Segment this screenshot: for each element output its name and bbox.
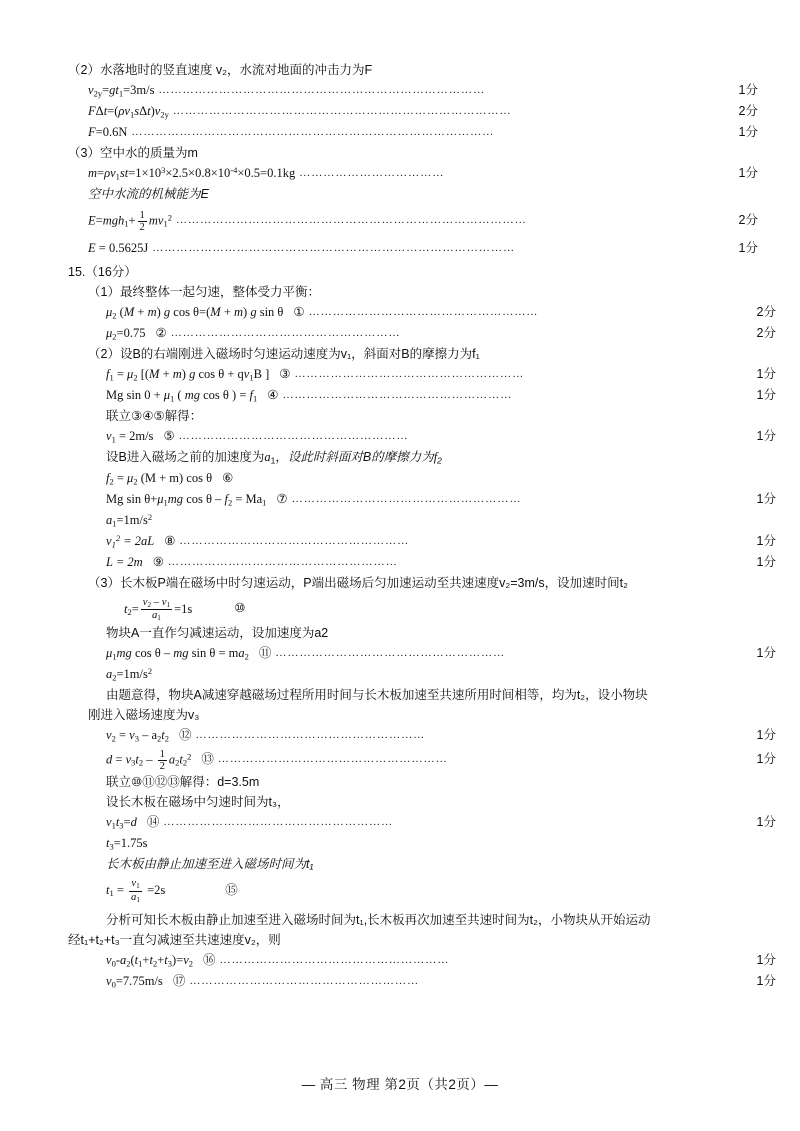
equation-row [88,122,758,143]
score-label: 1分 [738,83,758,97]
dot-leader: ………………………………………………… [308,306,539,319]
equation-row [106,749,776,772]
dot-leader: ……………………………… [299,166,445,179]
equation-number: ⑰ [172,974,186,989]
dot-leader: ………………………………………………… [291,493,522,506]
equation-row [124,597,794,623]
dot-leader: ………………………………………………… [282,389,513,402]
equation-row [88,80,758,101]
equation-text: $v_2 = v_3 - a_2t_2$ [106,727,169,744]
score-label: 1分 [756,815,776,830]
equation-text: F=0.6N [88,124,128,139]
equation-text: $\mu_1mg$ cos θ – mg $\sin \theta = ma_2$ [106,645,249,662]
statement-text: 刚进入磁场速度为v₃ [88,707,200,722]
dot-leader: ……………………………………………………………………………… [131,125,495,138]
equation-row [88,238,758,259]
statement-text: 分析可知长木板由静止加速至进入磁场时间为t₁,长木板再次加速至共速时间为t₂，小物块从开始运动 [106,913,651,928]
question-number-15: 15.（16分） [68,265,137,280]
statement-text: 长木板由静止加速至进入磁场时间为t₁ [106,857,314,872]
score-label: 2分 [738,103,758,118]
equation-text: $v_1 = 2m/s$ [106,429,154,445]
equation-text: $v_0-a_2(t_1+t_2+t_3)=v_2$ [106,953,194,969]
equation-row [106,950,776,971]
statement-text: 设B进入磁场之前的加速度为$a_1$，设此时斜面对B的摩擦力为$f_2$ [106,450,442,466]
dot-leader: ………………………………………………… [163,816,394,829]
equation-text: $f_1 = \mu_2$ [(M + m) g $\cos \theta + qv_1B$ ] [106,367,270,383]
statement-text: 联立③④⑤解得： [106,409,203,424]
equation-text: L = 2m [106,555,143,570]
score-label: 1分 [756,752,776,767]
statement-text: 经t₁+t₂+t₃一直匀减速至共速速度v₂，则 [68,933,281,948]
equation-row [106,971,776,992]
score-label: 1分 [738,240,758,255]
equation-number: ⑧ [164,534,176,549]
dot-leader: ………………………………………………… [275,646,506,659]
statement-text: 物块A一直作匀减速运动，设加速度为a2 [106,625,329,640]
equation-row [106,302,776,323]
q15-part2-heading: （2）设B的右端刚进入磁场时匀速运动速度为v₁，斜面对B的摩擦力为f₁ [88,347,480,362]
dot-leader: ………………………………………………… [219,954,450,967]
score-label: 2分 [738,212,758,227]
equation-number: ⑨ [152,555,164,570]
equation-text: $t_3=1.75s$ [106,836,148,852]
equation-number: ⑤ [163,429,175,444]
equation-text: E=mgh$_1$+ $\frac{1}{2}$ $mv_1^2$ [88,209,172,233]
score-label: 1分 [756,534,776,549]
score-label: 1分 [756,974,776,989]
dot-leader: ………………………………………………… [170,327,401,340]
equation-row [106,364,776,385]
equation-text: $d = v_3t_2$ – $\frac{1}{2}$ $a_2t_2^2$ [106,748,192,772]
equation-text: Mg $\sin 0 + \mu_1$ ( mg cos θ ) = $f_1$ [106,388,258,404]
equation-number: ⑫ [178,727,192,742]
equation-text: $a_2=1m/s^2$ [106,666,153,683]
q15-part3-heading: （3）长木板P端在磁场中时匀速运动，P端出磁场后匀加速运动至共速速度v₂=3m/s，设加速时间t₂ [88,575,628,590]
equation-row [106,468,776,489]
dot-leader: ……………………………………………………………………… [158,84,486,96]
statement-text: 联立⑩⑪⑫⑬解得：d=3.5m [106,775,260,790]
equation-text: $t_1$ = $\frac{v_1}{a_1}$ =2s [106,878,166,904]
section-heading-q14-part3: （3）空中水的质量为m [68,145,198,160]
score-label: 1分 [756,367,776,382]
equation-number: ⑩ [234,601,246,616]
equation-row [106,552,776,573]
dot-leader: ………………………………………………… [195,728,426,741]
score-label: 1分 [756,727,776,742]
equation-row [106,812,776,833]
equation-number: ② [155,326,167,341]
equation-text: $a_1=1m/s^2$ [106,512,153,529]
dot-leader: ………………………………………………………………………… [172,104,512,117]
dot-leader: ……………………………………………………………………………… [152,241,516,254]
score-label: 1分 [756,953,776,968]
score-label: 2分 [756,326,776,341]
section-heading-q14-part2: （2）水落地时的竖直速度 v₂，水流对地面的冲击力为F [68,63,373,77]
equation-text: $\mu_2$ (M + m) g cos θ=(M + m) g sin θ [106,305,284,321]
dot-leader: ………………………………………………… [167,556,398,569]
equation-row [106,531,776,552]
equation-text: $F\Delta t=(\rho v_1s\Delta t)v_{2y}$ [88,103,169,120]
equation-text: $f_2 = \mu_2$ (M + m) cos θ [106,471,213,487]
dot-leader: ………………………………………………… [178,430,409,443]
equation-number: ⑭ [146,815,160,830]
score-label: 1分 [756,645,776,660]
statement-text: 设长木板在磁场中匀速时间为t₃， [106,795,290,810]
equation-number: ⑯ [203,953,216,968]
dot-leader: …………………………………………………………………………… [175,213,527,226]
equation-number: ⑮ [225,882,238,897]
score-label: 2分 [756,305,776,320]
statement-text: 空中水流的机械能为E [88,186,209,201]
equation-number: ④ [267,388,279,403]
equation-row [88,101,758,122]
dot-leader: ………………………………………………… [294,368,525,381]
q15-part1-heading: （1）最终整体一起匀速，整体受力平衡： [88,285,320,300]
equation-row [106,426,776,447]
equation-text: E = 0.5625J [88,240,149,255]
dot-leader: ………………………………………………… [179,535,410,548]
equation-text: $v_1^2 = 2aL$ [106,533,155,550]
equation-number: ⑥ [222,471,234,486]
equation-text: $v_0=7.75m/s$ [106,974,163,990]
equation-row [106,323,776,344]
equation-number: ③ [279,367,291,382]
equation-row [88,210,758,233]
equation-number: ⑦ [276,492,288,507]
equation-text: $m=\rho v_1st=1\times 10^3\times 2.5\times 0.8\times 10^{-4}\times 0.5=0.1kg$ [88,164,296,181]
equation-text: $v_{2y}=gt_1=3m/s$ [88,83,155,99]
equation-row [106,385,776,406]
score-label: 1分 [756,492,776,507]
statement-text: 由题意得，物块A减速穿越磁场过程所用时间与长木板加速至共速所用时间相等，均为t₂，设小物块 [106,687,648,702]
dot-leader: ………………………………………………… [217,753,448,766]
equation-text: $t_2=$ $\frac{v_2 - v_1}{a_1}$ =1s [124,596,193,623]
score-label: 1分 [738,165,758,180]
equation-number: ① [293,305,305,320]
score-label: 1分 [756,555,776,570]
score-label: 1分 [738,124,758,139]
dot-leader: ………………………………………………… [189,975,420,988]
equation-row [106,643,776,664]
equation-row [106,489,776,510]
score-label: 1分 [756,388,776,403]
equation-text: Mg $\sin \theta+\mu_1mg$ $\cos \theta - f_2 = Ma_1$ [106,492,267,508]
equation-text: $\mu_2=0.75$ [106,326,146,342]
equation-number: ⑬ [201,752,214,767]
equation-row [88,163,758,184]
page-footer: — 高三 物理 第2页（共2页）— [301,1077,499,1092]
equation-number: ⑪ [258,645,272,660]
equation-row [106,878,776,904]
equation-text: $v_1t_3=d$ [106,815,137,831]
equation-row [106,725,776,746]
score-label: 1分 [756,429,776,444]
